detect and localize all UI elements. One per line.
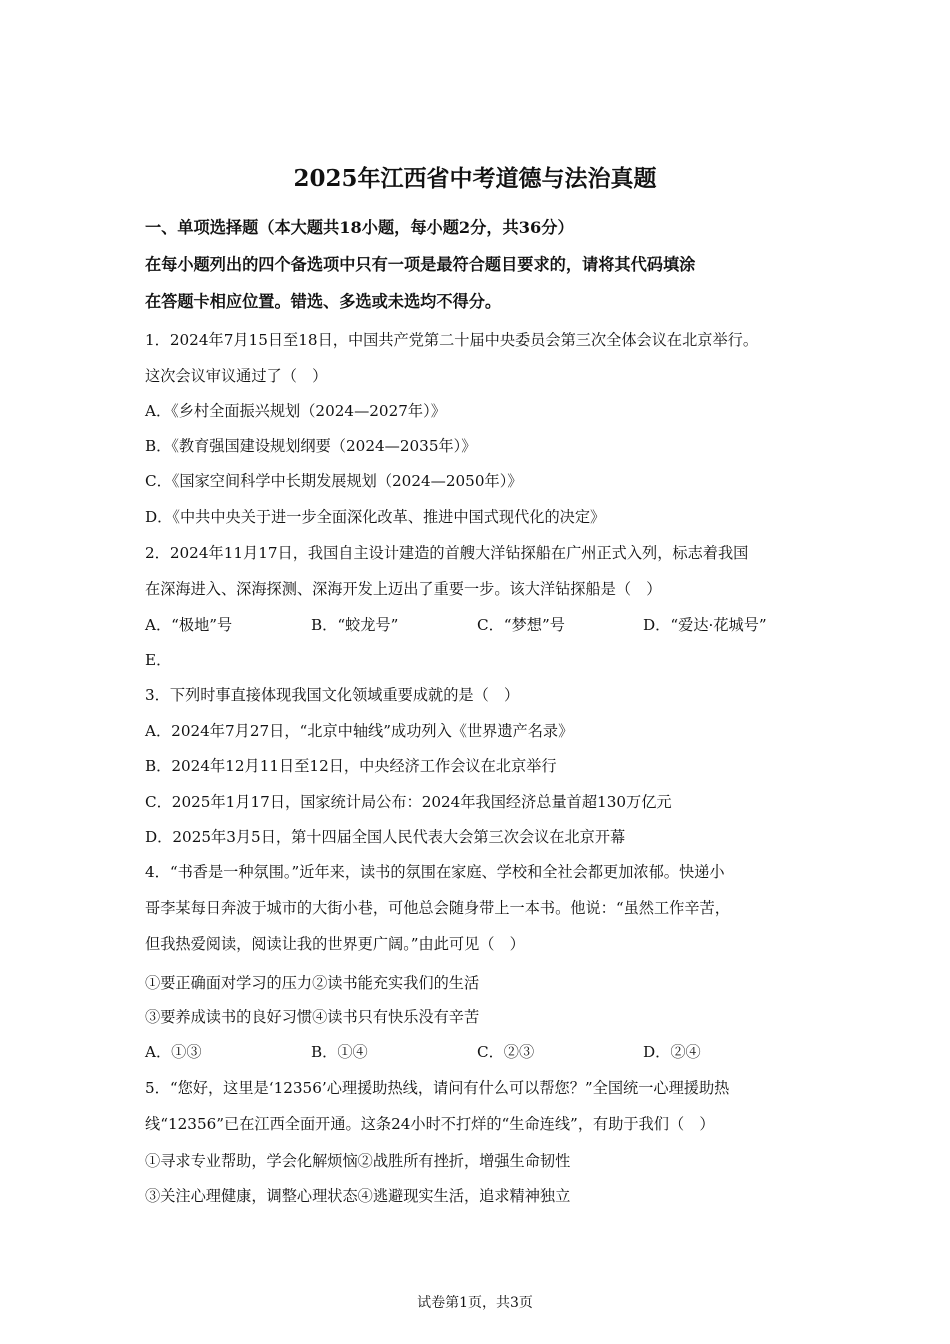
- question-4-stem: 但我热爱阅读，阅读让我的世界更广阔。”由此可见（ ）: [145, 935, 525, 953]
- question-2-option-e: E．: [145, 651, 172, 669]
- question-1-stem: 1．2024年7月15日至18日，中国共产党第二十届中央委员会第三次全体会议在北京举行。: [145, 331, 759, 349]
- question-3-option-c: C．2025年1月17日，国家统计局公布：2024年我国经济总量首超130万亿元: [145, 793, 672, 811]
- question-3-option-a: A．2024年7月27日，“北京中轴线”成功列入《世界遗产名录》: [145, 722, 574, 740]
- question-4-items: ①要正确面对学习的压力②读书能充实我们的生活: [145, 974, 480, 992]
- question-2-option-d: D．“爱达·花城号”: [643, 616, 767, 634]
- question-1-stem: 这次会议审议通过了（ ）: [145, 367, 328, 385]
- question-3-stem: 3．下列时事直接体现我国文化领域重要成就的是（ ）: [145, 686, 520, 704]
- question-3-option-d: D．2025年3月5日，第十四届全国人民代表大会第三次会议在北京开幕: [145, 828, 626, 846]
- question-4-option-a: A．①③: [145, 1043, 202, 1061]
- question-5-stem: 线“12356”已在江西全面开通。这条24小时不打烊的“生命连线”，有助于我们（ ）: [145, 1115, 715, 1133]
- question-4-stem: 哥李某每日奔波于城市的大街小巷，可他总会随身带上一本书。他说：“虽然工作辛苦，: [145, 899, 730, 917]
- question-3-option-b: B．2024年12月11日至12日，中央经济工作会议在北京举行: [145, 757, 557, 775]
- question-1-option-d: D．《中共中央关于进一步全面深化改革、推进中国式现代化的决定》: [145, 508, 606, 526]
- question-4-option-c: C．②③: [477, 1043, 535, 1061]
- question-2-options: [145, 615, 825, 635]
- question-1-option-b: B．《教育强国建设规划纲要（2024—2035年）》: [145, 437, 477, 455]
- section-instructions: 在每小题列出的四个备选项中只有一项是最符合题目要求的，请将其代码填涂: [145, 255, 696, 274]
- question-5-stem: 5．“您好，这里是‘12356’心理援助热线，请问有什么可以帮您？”全国统一心理援助热: [145, 1079, 730, 1097]
- question-4-option-b: B．①④: [311, 1043, 368, 1061]
- question-1-option-a: A．《乡村全面振兴规划（2024—2027年）》: [145, 402, 446, 420]
- question-2-option-c: C．“梦想”号: [477, 616, 565, 634]
- question-2-stem: 在深海进入、深海探测、深海开发上迈出了重要一步。该大洋钻探船是（ ）: [145, 580, 662, 598]
- question-5-items: ③关注心理健康，调整心理状态④逃避现实生活，追求精神独立: [145, 1187, 571, 1205]
- question-4-option-d: D．②④: [643, 1043, 701, 1061]
- question-2-option-a: A．“极地”号: [145, 616, 233, 634]
- question-4-items: ③要养成读书的良好习惯④读书只有快乐没有辛苦: [145, 1008, 480, 1026]
- section-heading: 一、单项选择题（本大题共18小题，每小题2分，共36分）: [145, 218, 574, 237]
- question-5-items: ①寻求专业帮助，学会化解烦恼②战胜所有挫折，增强生命韧性: [145, 1152, 571, 1170]
- page-footer: 试卷第1页，共3页: [417, 1295, 533, 1311]
- question-4-stem: 4．“书香是一种氛围。”近年来，读书的氛围在家庭、学校和全社会都更加浓郁。快递小: [145, 863, 725, 881]
- section-instructions: 在答题卡相应位置。错选、多选或未选均不得分。: [145, 292, 502, 311]
- page-title: 2025年江西省中考道德与法治真题: [293, 165, 657, 192]
- question-4-options: [145, 1042, 825, 1062]
- question-2-stem: 2．2024年11月17日，我国自主设计建造的首艘大洋钻探船在广州正式入列，标志着我国: [145, 544, 749, 562]
- question-2-option-b: B．“蛟龙号”: [311, 616, 399, 634]
- question-1-option-c: C．《国家空间科学中长期发展规划（2024—2050年）》: [145, 472, 523, 490]
